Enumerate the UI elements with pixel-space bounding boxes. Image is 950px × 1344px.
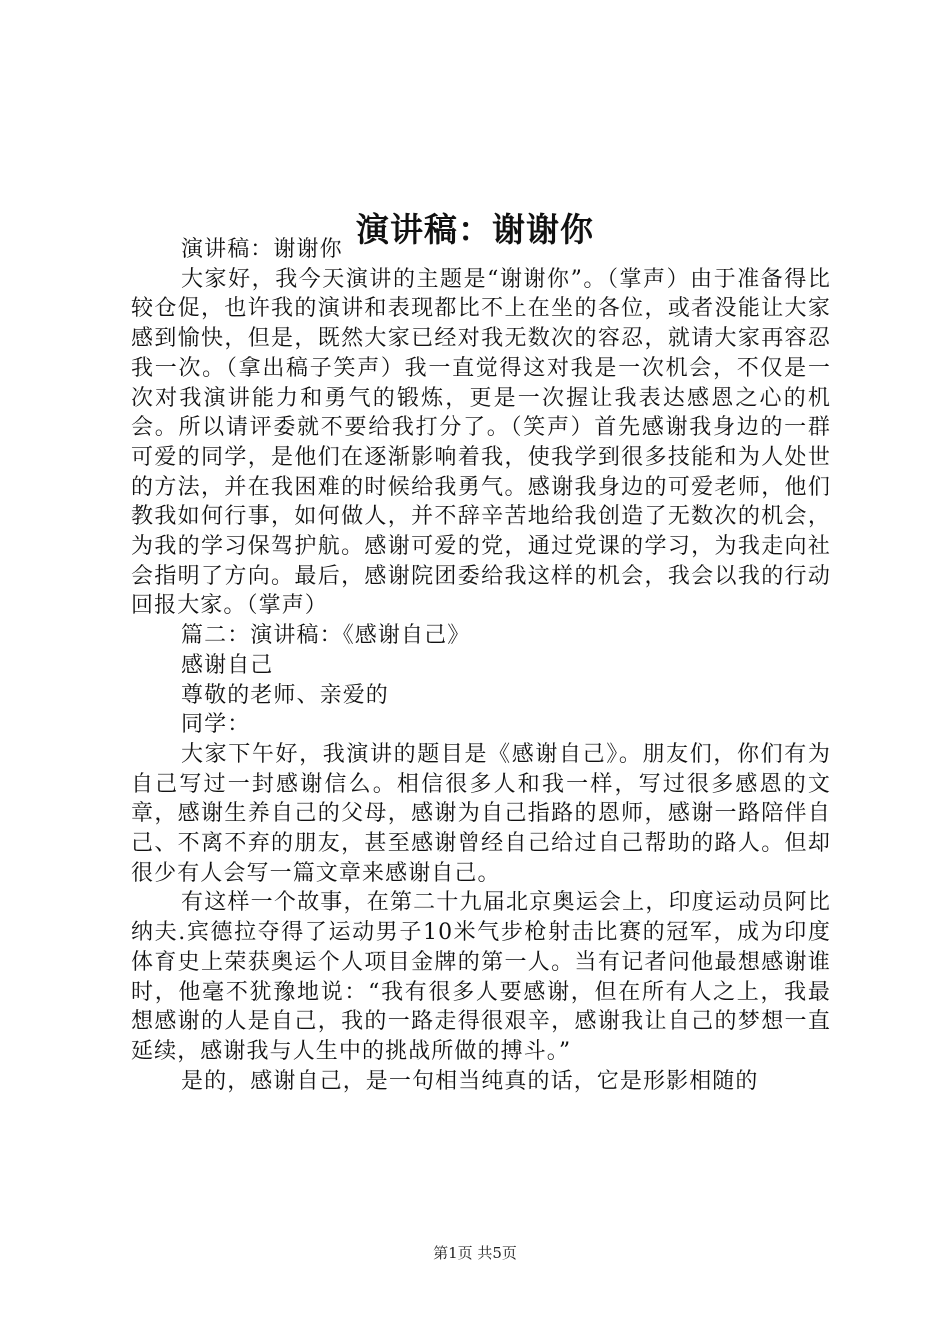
paragraph-salutation: 尊敬的老师、亲爱的	[181, 682, 389, 708]
paragraph-salutation-cont: 同学：	[181, 712, 251, 738]
paragraph-speech-thanks: 大家好，我今天演讲的主题是“谢谢你”。（掌声）由于准备得比较仓促，也许我的演讲和表现都比不上在坐的各位，或者没能让大家感到愉快，但是，既然大家已经对我无数次的容忍，就请大家再容忍我一次。（拿出稿子笑声）我一直觉得这对我是一次机会，不仅是一次对我演讲能力和勇气的锻炼，更是一次握让我表达感恩之心的机会。所以请评委就不要给我打分了。（笑声）首先感谢我身边的一群可爱的同学，是他们在逐渐影响着我，使我学到很多技能和为人处世的方法，并在我困难的时候给我勇气。感谢我身边的可爱老师，他们教我如何行事，如何做人，并不辞辛苦地给我创造了无数次的机会，为我的学习保驾护航。感谢可爱的党，通过党课的学习，为我走向社会指明了方向。最后，感谢院团委给我这样的机会，我会以我的行动回报大家。（掌声）	[131, 266, 831, 619]
paragraph-story: 有这样一个故事，在第二十九届北京奥运会上，印度运动员阿比纳夫.宾德拉夺得了运动男子10米气步枪射击比赛的冠军，成为印度体育史上荣获奥运个人项目金牌的第一人。当有记者问他最想感谢谁时，他毫不犹豫地说：“我有很多人要感谢，但在所有人之上，我最想感谢的人是自己，我的一路走得很艰辛，感谢我让自己的梦想一直延续，感谢我与人生中的挑战所做的搏斗。”	[131, 890, 831, 1064]
paragraph-closing: 是的，感谢自己，是一句相当纯真的话，它是形影相随的	[181, 1068, 759, 1094]
document-body	[131, 235, 831, 1096]
paragraph-section-heading: 篇二：演讲稿：《感谢自己》	[181, 623, 471, 649]
paragraph-section-title: 感谢自己	[181, 652, 274, 678]
paragraph-intro: 大家下午好，我演讲的题目是《感谢自己》。朋友们，你们有为自己写过一封感谢信么。相信很多人和我一样，写过很多感恩的文章，感谢生养自己的父母，感谢为自己指路的恩师，感谢一路陪伴自己、不离不弃的朋友，甚至感谢曾经自己给过自己帮助的路人。但却很少有人会写一篇文章来感谢自己。	[131, 741, 831, 886]
page-footer: 第1页 共5页	[433, 1244, 517, 1262]
paragraph-subtitle: 演讲稿：谢谢你	[181, 237, 343, 262]
document-title: 演讲稿：谢谢你	[356, 210, 594, 250]
